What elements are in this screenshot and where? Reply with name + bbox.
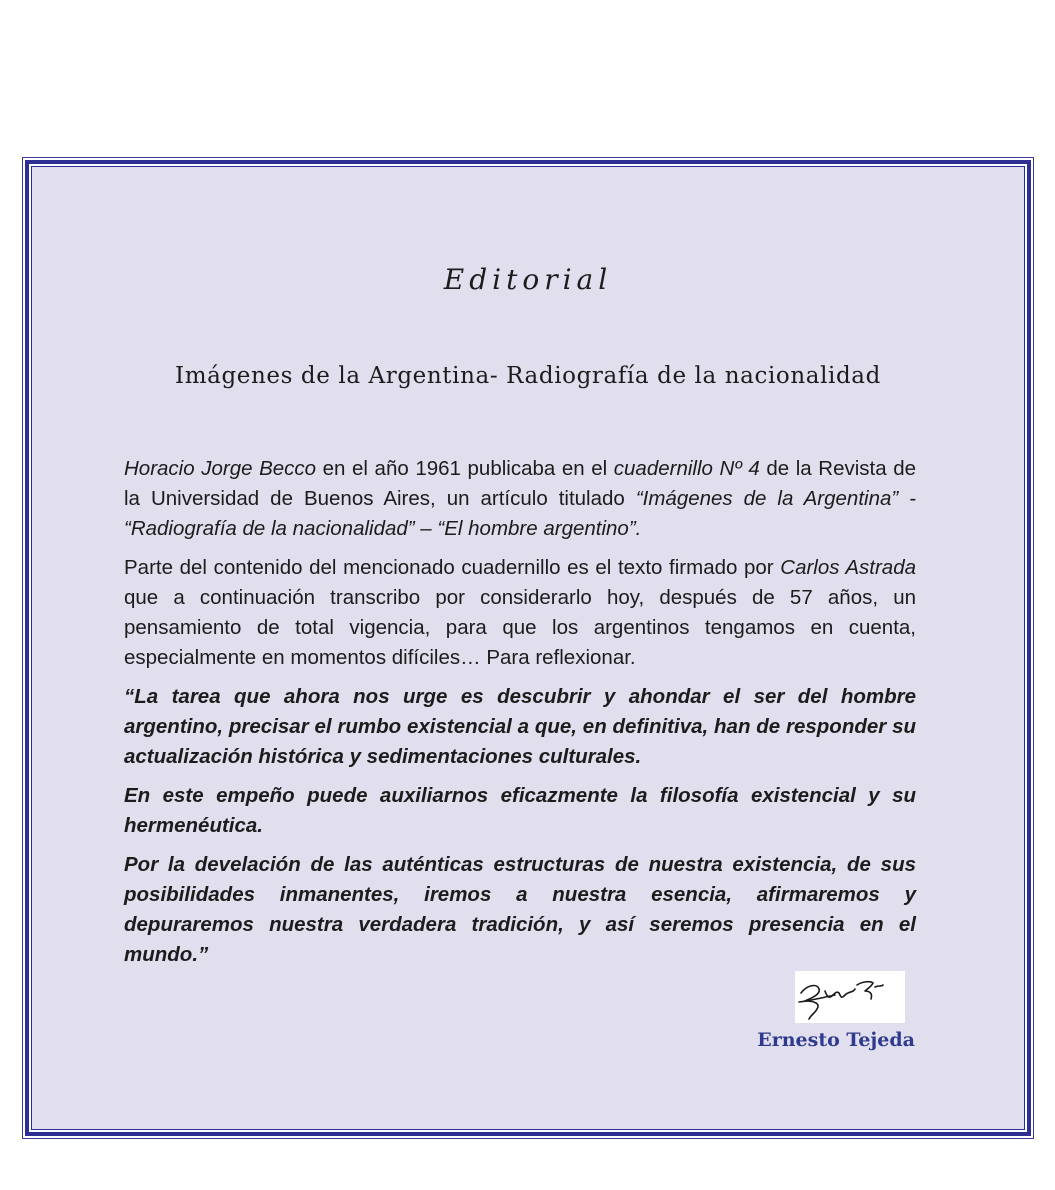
intro-paragraph xyxy=(124,454,916,544)
page-frame xyxy=(22,157,1034,1139)
publication-name: cuadernillo Nº 4 xyxy=(613,457,760,480)
signature-icon xyxy=(795,971,905,1023)
handwritten-signature xyxy=(795,971,905,1023)
quote-paragraph-2: En este empeño puede auxiliarnos eficazmente la filosofía existencial y su hermenéutica. xyxy=(124,784,916,837)
quote-paragraph-1: “La tarea que ahora nos urge es descubrir y ahondar el ser del hombre argentino, precisar el rumbo existencial a que, en definitiva, han de responder su actualización histórica y sedimentaciones culturales. xyxy=(124,685,916,768)
page-frame-border xyxy=(25,160,1031,1136)
intro-text-a: en el año 1961 publicaba en el xyxy=(316,457,614,480)
signature-author: Ernesto Tejeda xyxy=(757,1029,915,1051)
context-text-a: Parte del contenido del mencionado cuadernillo es el texto firmado por xyxy=(124,556,781,579)
quote-paragraph-3: Por la develación de las auténticas estructuras de nuestra existencia, de sus posibilidades inmanentes, iremos a nuestra esencia, afirmaremos y depuraremos nuestra verdadera tradición, y así seremos presencia en el mundo.” xyxy=(124,853,916,966)
quoted-author: Carlos Astrada xyxy=(780,556,917,579)
context-paragraph xyxy=(124,553,916,673)
context-text-b: que a continuación transcribo por considerarlo hoy, después de 57 años, un pensamiento de total vigencia, para que los argentinos tengamos en cuenta, especialmente en momentos difíciles… Para reflexionar. xyxy=(124,586,916,669)
section-kicker: Editorial xyxy=(443,263,613,296)
author-name: Horacio Jorge Becco xyxy=(124,457,317,480)
article-headline: Imágenes de la Argentina- Radiografía de la nacionalidad xyxy=(175,363,881,389)
intro-text-b: de la Revista de la Universidad de Buenos Aires, un artículo titulado xyxy=(124,457,917,510)
editorial-panel xyxy=(31,166,1025,1130)
article-body xyxy=(124,454,916,979)
article-title: “Imágenes de la Argentina” - “Radiografía de la nacionalidad” – “El hombre argentino”. xyxy=(124,487,917,540)
